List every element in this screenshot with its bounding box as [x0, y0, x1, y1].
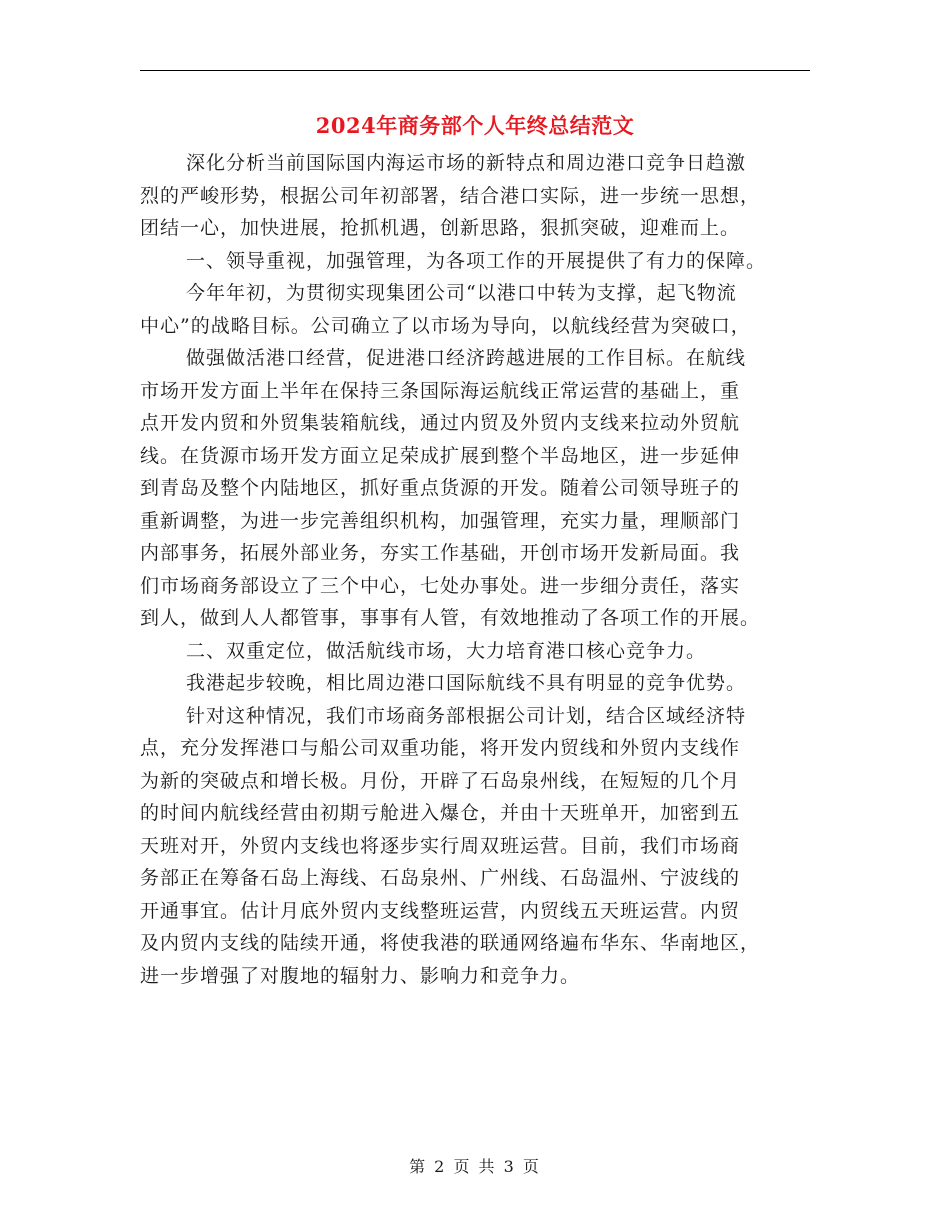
body-line: 内部事务，拓展外部业务，夯实工作基础，开创市场开发新局面。我 — [140, 542, 741, 564]
document-title: 2024年商务部个人年终总结范文 — [315, 113, 635, 138]
body-line: 二、双重定位，做活航线市场，大力培育港口核心竞争力。 — [186, 639, 707, 662]
body-line: 进一步增强了对腹地的辐射力、影响力和竞争力。 — [140, 964, 581, 987]
body-line: 深化分析当前国际国内海运市场的新特点和周边港口竞争日趋激 — [186, 152, 747, 174]
body-line: 开通事宜。估计月底外贸内支线整班运营，内贸线五天班运营。内贸 — [140, 899, 741, 922]
body-line: 线。在货源市场开发方面立足荣成扩展到整个半岛地区，进一步延伸 — [140, 444, 741, 467]
body-line: 我港起步较晚，相比周边港口国际航线不具有明显的竞争优势。 — [186, 672, 747, 694]
header-rule — [140, 70, 810, 71]
body-line: 及内贸内支线的陆续开通，将使我港的联通网络遍布华东、华南地区， — [140, 932, 761, 954]
body-line: 到青岛及整个内陆地区，抓好重点货源的开发。随着公司领导班子的 — [140, 477, 741, 499]
body-line: 针对这种情况，我们市场商务部根据公司计划，结合区域经济特 — [186, 704, 747, 727]
body-line: 们市场商务部设立了三个中心，七处办事处。进一步细分责任，落实 — [140, 574, 741, 597]
body-line: 点开发内贸和外贸集装箱航线，通过内贸及外贸内支线来拉动外贸航 — [140, 412, 741, 434]
body-line: 到人，做到人人都管事，事事有人管，有效地推动了各项工作的开展。 — [140, 607, 761, 629]
body-line: 重新调整，为进一步完善组织机构，加强管理，充实力量，理顺部门 — [140, 509, 741, 532]
body-line: 市场开发方面上半年在保持三条国际海运航线正常运营的基础上，重 — [140, 379, 741, 402]
body-line: 务部正在筹备石岛上海线、石岛泉州、广州线、石岛温州、宁波线的 — [140, 867, 741, 889]
page-footer: 第 2 页 共 3 页 — [409, 1157, 541, 1176]
body-line: 今年年初，为贯彻实现集团公司“以港口中转为支撑，起飞物流 — [186, 282, 737, 304]
body-line: 烈的严峻形势，根据公司年初部署，结合港口实际，进一步统一思想， — [140, 184, 761, 207]
body-line: 中心”的战略目标。公司确立了以市场为导向，以航线经营为突破口， — [140, 314, 751, 337]
body-line: 一、领导重视，加强管理，为各项工作的开展提供了有力的保障。 — [186, 249, 767, 272]
body-line: 团结一心，加快进展，抢抓机遇，创新思路，狠抓突破，迎难而上。 — [140, 217, 741, 239]
body-line: 点，充分发挥港口与船公司双重功能，将开发内贸线和外贸内支线作 — [140, 737, 741, 759]
body-line: 的时间内航线经营由初期亏舱进入爆仓，并由十天班单开，加密到五 — [140, 802, 741, 824]
body-line: 天班对开，外贸内支线也将逐步实行周双班运营。目前，我们市场商 — [140, 834, 741, 857]
body-line: 为新的突破点和增长极。月份，开辟了石岛泉州线，在短短的几个月 — [140, 769, 741, 792]
document-body — [140, 147, 810, 992]
body-line: 做强做活港口经营，促进港口经济跨越进展的工作目标。在航线 — [186, 347, 747, 369]
